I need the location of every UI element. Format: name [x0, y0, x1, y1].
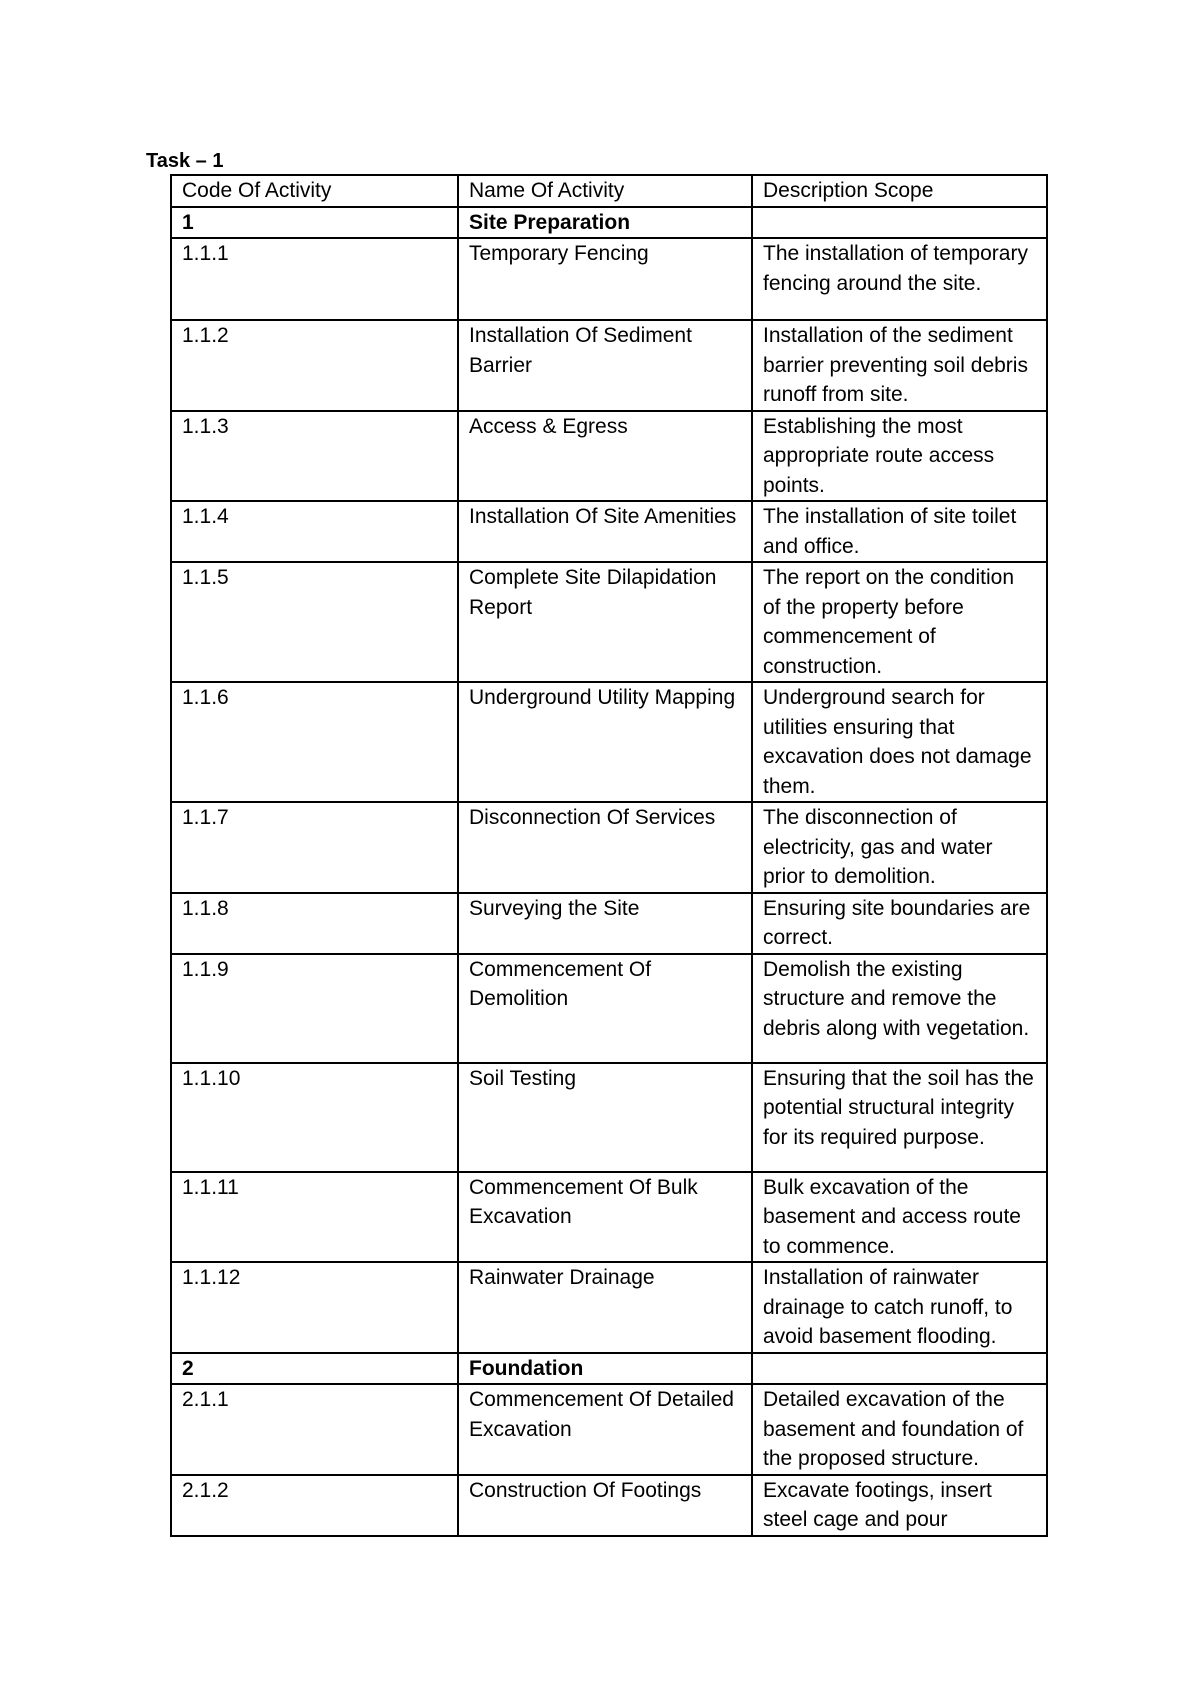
cell-name: Soil Testing: [458, 1063, 752, 1172]
cell-description: The installation of temporary fencing around the site.: [752, 238, 1047, 320]
cell-code: 1.1.1: [171, 238, 458, 320]
task-title: Task – 1: [146, 150, 224, 172]
cell-code: 1: [171, 207, 458, 239]
cell-description: Demolish the existing structure and remove the debris along with vegetation.: [752, 954, 1047, 1063]
table-row: [171, 682, 1047, 802]
cell-name: Site Preparation: [458, 207, 752, 239]
cell-description: Underground search for utilities ensuring that excavation does not damage them.: [752, 682, 1047, 802]
cell-code: 1.1.8: [171, 893, 458, 954]
cell-name: Commencement Of Bulk Excavation: [458, 1172, 752, 1263]
cell-description: Installation of rainwater drainage to catch runoff, to avoid basement flooding.: [752, 1262, 1047, 1353]
cell-name: Temporary Fencing: [458, 238, 752, 320]
table-row: [171, 954, 1047, 1063]
cell-name: Disconnection Of Services: [458, 802, 752, 893]
cell-code: 1.1.7: [171, 802, 458, 893]
cell-code: 2: [171, 1353, 458, 1385]
table-row: [171, 1384, 1047, 1475]
cell-code: 1.1.3: [171, 411, 458, 502]
cell-description: Detailed excavation of the basement and foundation of the proposed structure.: [752, 1384, 1047, 1475]
cell-name: Installation Of Site Amenities: [458, 501, 752, 562]
cell-code: 1.1.4: [171, 501, 458, 562]
cell-name: Commencement Of Detailed Excavation: [458, 1384, 752, 1475]
cell-code: 1.1.5: [171, 562, 458, 682]
table-row: [171, 1172, 1047, 1263]
cell-description: The installation of site toilet and office.: [752, 501, 1047, 562]
cell-code: 2.1.2: [171, 1475, 458, 1536]
table-row: [171, 1063, 1047, 1172]
table-row: [171, 802, 1047, 893]
table-header-row: [171, 175, 1047, 207]
cell-description: Ensuring that the soil has the potential structural integrity for its required purpose.: [752, 1063, 1047, 1172]
cell-name: Rainwater Drainage: [458, 1262, 752, 1353]
header-description-scope: Description Scope: [752, 175, 1047, 207]
cell-description: Establishing the most appropriate route access points.: [752, 411, 1047, 502]
table-row: [171, 320, 1047, 411]
cell-name: Construction Of Footings: [458, 1475, 752, 1536]
cell-name: Commencement Of Demolition: [458, 954, 752, 1063]
cell-description: Installation of the sediment barrier preventing soil debris runoff from site.: [752, 320, 1047, 411]
cell-code: 1.1.2: [171, 320, 458, 411]
cell-description: [752, 207, 1047, 239]
table-row: [171, 893, 1047, 954]
cell-name: Complete Site Dilapidation Report: [458, 562, 752, 682]
cell-description: [752, 1353, 1047, 1385]
activity-table: [170, 174, 1048, 1537]
table-row: [171, 238, 1047, 320]
table-row: [171, 501, 1047, 562]
cell-description: Excavate footings, insert steel cage and pour: [752, 1475, 1047, 1536]
cell-description: Ensuring site boundaries are correct.: [752, 893, 1047, 954]
cell-code: 2.1.1: [171, 1384, 458, 1475]
cell-description: The report on the condition of the property before commencement of construction.: [752, 562, 1047, 682]
section-row: [171, 207, 1047, 239]
cell-code: 1.1.6: [171, 682, 458, 802]
cell-code: 1.1.9: [171, 954, 458, 1063]
cell-name: Access & Egress: [458, 411, 752, 502]
cell-code: 1.1.11: [171, 1172, 458, 1263]
cell-description: The disconnection of electricity, gas and water prior to demolition.: [752, 802, 1047, 893]
cell-code: 1.1.12: [171, 1262, 458, 1353]
cell-name: Installation Of Sediment Barrier: [458, 320, 752, 411]
cell-name: Surveying the Site: [458, 893, 752, 954]
cell-code: 1.1.10: [171, 1063, 458, 1172]
cell-name: Underground Utility Mapping: [458, 682, 752, 802]
table-row: [171, 1262, 1047, 1353]
table-row: [171, 1475, 1047, 1536]
table-row: [171, 562, 1047, 682]
cell-name: Foundation: [458, 1353, 752, 1385]
section-row: [171, 1353, 1047, 1385]
table-row: [171, 411, 1047, 502]
header-code-of-activity: Code Of Activity: [171, 175, 458, 207]
header-name-of-activity: Name Of Activity: [458, 175, 752, 207]
cell-description: Bulk excavation of the basement and access route to commence.: [752, 1172, 1047, 1263]
